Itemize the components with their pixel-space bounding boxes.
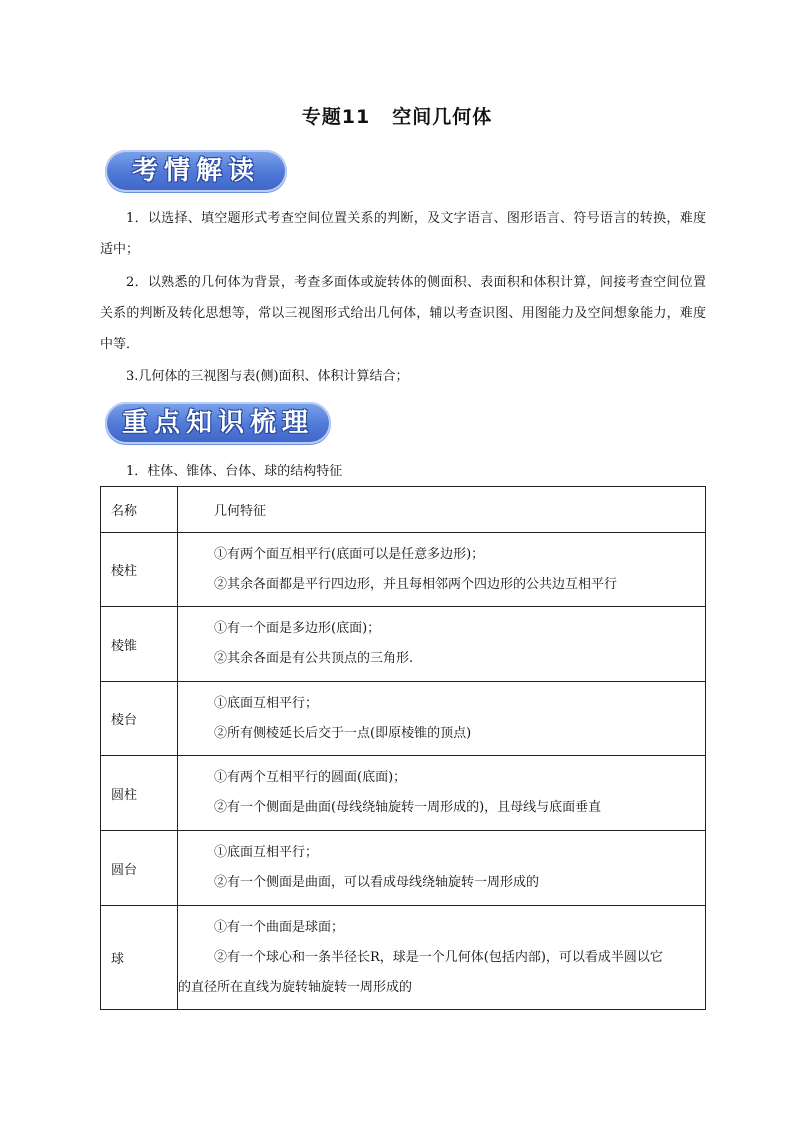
feature-line: ①底面互相平行； [214,845,319,860]
structure-table [100,486,706,1010]
feature-line: ①有两个互相平行的圆面(底面)； [214,770,407,785]
table-row [101,533,706,607]
feature-line: 的直径所在直线为旋转轴旋转一周形成的 [178,979,413,995]
feature-line: ②有一个侧面是曲面，可以看成母线绕轴旋转一周形成的 [214,875,540,890]
feature-line: ②所有侧棱延长后交于一点(即原棱锥的顶点) [214,725,472,741]
row-name: 棱台 [101,682,178,756]
paragraph-2: 2．以熟悉的几何体为背景，考查多面体或旋转体的侧面积、表面积和体积计算，间接考查空间位置关系的判断及转化思想等，常以三视图形式给出几何体，辅以考查识图、用图能力及空间想象能力，难度中等． [100,275,706,352]
row-feature [178,607,706,682]
table-row [101,682,706,756]
feature-line: ①底面互相平行； [214,695,319,711]
section-banner-exam-analysis: 考情解读 [105,150,287,192]
feature-line: ②其余各面是有公共顶点的三角形. [214,651,414,666]
row-feature [178,831,706,906]
page-title [0,102,794,129]
feature-line: ②有一个侧面是曲面(母线绕轴旋转一周形成的)，且母线与底面垂直 [214,800,602,815]
table-header-row [101,487,706,533]
row-feature [178,682,706,756]
header-name: 名称 [101,487,178,533]
title-label: 专题11 [301,106,371,128]
table-row [101,831,706,906]
paragraph-1: 1．以选择、填空题形式考查空间位置关系的判断，及文字语言、图形语言、符号语言的转换，难度适中； [100,211,706,257]
paragraph-3: 3.几何体的三视图与表(侧)面积、体积计算结合； [126,369,409,384]
row-feature [178,533,706,607]
header-feature: 几何特征 [178,487,706,533]
table-row [101,756,706,831]
section-banner-key-knowledge: 重点知识梳理 [105,402,331,444]
subheading: 1．柱体、锥体、台体、球的结构特征 [126,464,343,479]
row-name: 圆台 [101,831,178,906]
feature-line: ①有一个曲面是球面； [214,919,345,935]
feature-line: ②有一个球心和一条半径长R，球是一个几何体(包括内部)，可以看成半圆以它 [214,949,663,965]
row-feature [178,756,706,831]
table-row [101,906,706,1010]
row-name: 棱锥 [101,607,178,682]
feature-line: ②其余各面都是平行四边形，并且每相邻两个四边形的公共边互相平行 [214,576,618,592]
row-name: 球 [101,906,178,1010]
feature-line: ①有两个面互相平行(底面可以是任意多边形)； [214,546,485,562]
title-topic: 空间几何体 [392,106,493,128]
row-name: 棱柱 [101,533,178,607]
table-row [101,607,706,682]
row-name: 圆柱 [101,756,178,831]
row-feature [178,906,706,1010]
feature-line: ①有一个面是多边形(底面)； [214,621,381,636]
